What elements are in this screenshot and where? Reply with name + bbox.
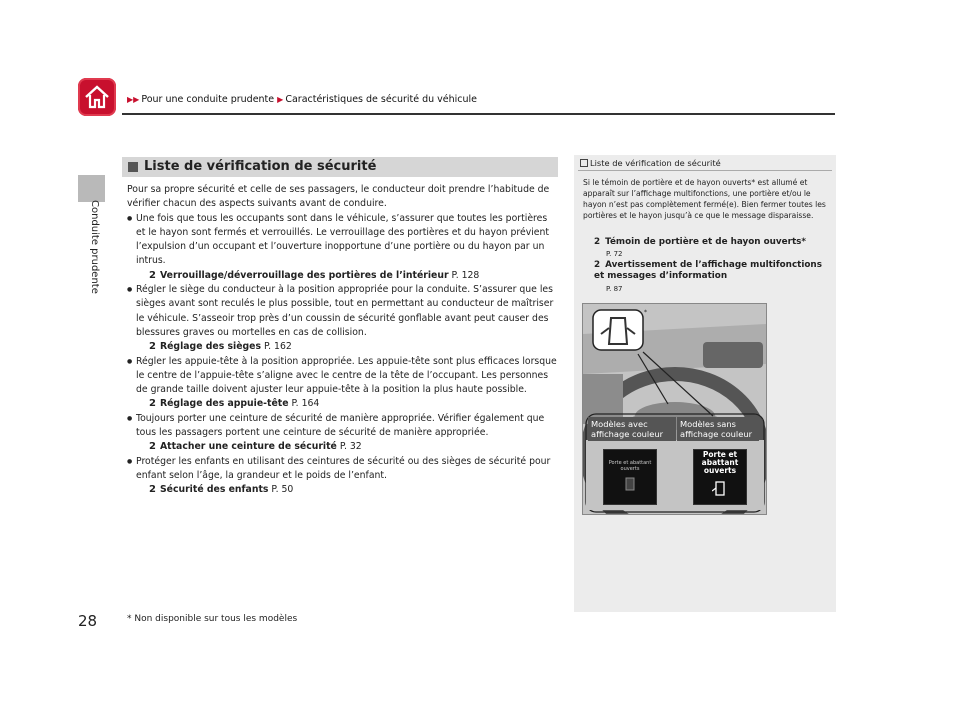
sidebar-reference-1[interactable]: 2 Témoin de portière et de hayon ouverts* [594, 237, 807, 247]
mono-display-screen [693, 449, 747, 505]
home-icon [83, 83, 111, 111]
main-content [127, 183, 559, 498]
note-icon [580, 159, 588, 167]
breadcrumb-level2[interactable]: Caractéristiques de sécurité du véhicule [285, 94, 478, 105]
breadcrumb-arrow-icon: ▶ [277, 95, 284, 104]
reference-arrow-icon: 2 [149, 398, 156, 410]
reference-arrow-icon: 2 [149, 269, 156, 281]
screen-message: Porte et abattant ouverts [608, 460, 652, 472]
checklist-item: ● Protéger les enfants en utilisant des ceintures de sécurité ou des sièges de sécurité pour enfant selon l’âge, la grandeur et le poids de l’enfant. [127, 455, 559, 484]
sidebar-reference-2[interactable]: 2 Avertissement de l’affichage multifonctions et messages d’information [594, 260, 822, 281]
reference-arrow-icon: 2 [149, 341, 156, 353]
cross-reference[interactable]: 2 Verrouillage/déverrouillage des portières de l’intérieur P. 128 [149, 269, 480, 281]
dashboard-illustration [582, 303, 767, 515]
section-header [122, 157, 558, 177]
reference-arrow-icon: 2 [594, 237, 601, 247]
chapter-tab[interactable] [78, 175, 105, 202]
figure-asterisk: * [644, 309, 647, 316]
cross-reference[interactable]: 2 Sécurité des enfants P. 50 [149, 484, 294, 496]
screen-message: Porte et abattant ouverts [701, 450, 739, 475]
sidebar-body: Si le témoin de portière et de hayon ouverts* est allumé et apparaît sur l’affichage multifonctions, une portière et/ou le hayon n’est pas complètement fermé(e). Bien fermer toutes les portières et le hayon jusqu’à ce que le message disparaisse. [583, 178, 826, 221]
intro-text: Pour sa propre sécurité et celle de ses passagers, le conducteur doit prendre l’habitude de vérifier chacun des aspects suivants avant de conduire. [127, 184, 550, 210]
checklist-item: ● Régler le siège du conducteur à la position appropriée pour la conduite. S’assurer que les sièges avant sont reculés le plus possible, tout en permettant au conducteur de maîtriser le véhicule. S’asseoir trop près d’un coussin de sécurité gonflable avant peut causer des blessures graves ou mortelles en cas de collision. [127, 283, 559, 340]
header-rule [122, 113, 835, 115]
sidebar-title: Liste de vérification de sécurité [580, 158, 721, 168]
reference-arrow-icon: 2 [149, 441, 156, 453]
door-open-icon [712, 480, 728, 498]
checklist-item: ● Une fois que tous les occupants sont dans le véhicule, s’assurer que toutes les portières et le hayon sont fermés et verrouillés. Le verrouillage des portières et du hayon prévient l’expulsion d’un occupant et l’ouverture inopportune d’une portière ou du hayon par un intrus. [127, 212, 559, 269]
label-color-display: Modèles avec affichage couleur [588, 417, 676, 441]
page-number: 28 [78, 612, 98, 630]
sidebar-rule [578, 170, 832, 171]
cross-reference[interactable]: 2 Réglage des sièges P. 162 [149, 341, 292, 353]
section-square-icon [128, 162, 138, 172]
color-display-screen [603, 449, 657, 505]
breadcrumb-level1[interactable]: Pour une conduite prudente [141, 94, 275, 105]
sidebar-reference-1-page: P. 72 [606, 250, 623, 258]
sidebar-reference-2-page: P. 87 [606, 285, 623, 293]
breadcrumb-arrow-icon: ▶▶ [127, 95, 140, 104]
section-title: Liste de vérification de sécurité [144, 159, 377, 174]
home-button[interactable] [78, 78, 116, 116]
label-no-color-display: Modèles sans affichage couleur [677, 417, 759, 441]
reference-arrow-icon: 2 [149, 484, 156, 496]
reference-arrow-icon: 2 [594, 260, 601, 270]
chapter-label: Conduite prudente [89, 200, 100, 294]
checklist-item: ● Régler les appuie-tête à la position appropriée. Les appuie-tête sont plus efficaces lorsque le centre de l’appuie-tête s’aligne avec le centre de la tête de l’occupant. Les personnes de grande taille doivent ajuster leur appuie-tête à la position la plus haute possible. [127, 355, 559, 398]
checklist-item: ● Toujours porter une ceinture de sécurité de manière appropriée. Vérifier également que tous les passagers portent une ceinture de sécurité de manière appropriée. [127, 412, 559, 441]
breadcrumb [127, 94, 477, 105]
cross-reference[interactable]: 2 Réglage des appuie-tête P. 164 [149, 398, 320, 410]
footnote: * Non disponible sur tous les modèles [127, 614, 298, 624]
door-open-icon [623, 476, 637, 492]
cross-reference[interactable]: 2 Attacher une ceinture de sécurité P. 32 [149, 441, 362, 453]
